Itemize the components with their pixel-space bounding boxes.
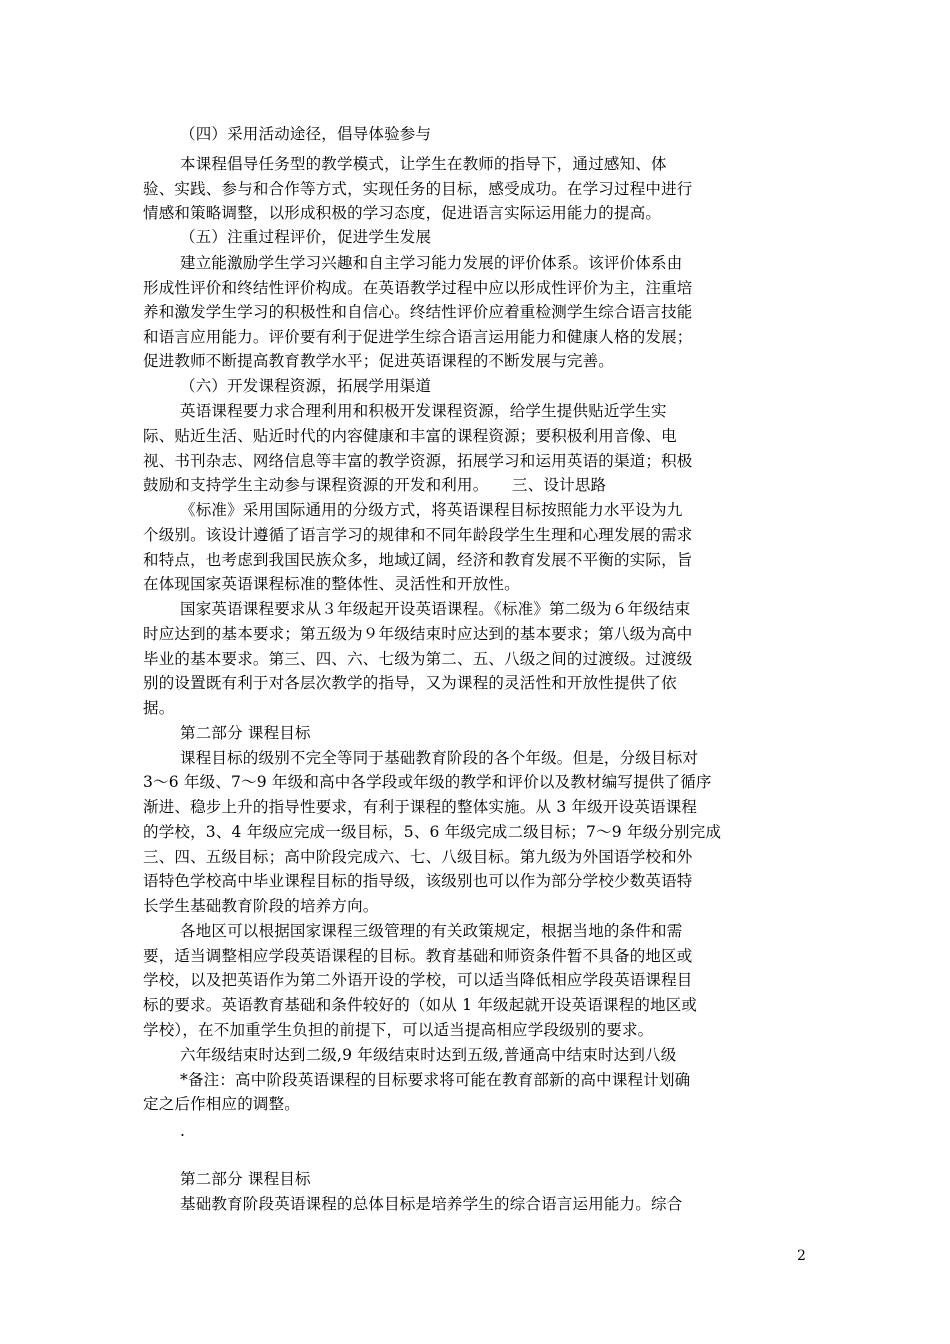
- paragraph-line: 各地区可以根据国家课程三级管理的有关政策规定，根据当地的条件和需: [180, 922, 683, 940]
- paragraph-line: 3～6 年级、7～9 年级和高中各学段或年级的教学和评价以及教材编写提供了循序: [143, 773, 712, 791]
- page-number: 2: [797, 1248, 806, 1264]
- paragraph-line: 基础教育阶段英语课程的总体目标是培养学生的综合语言运用能力。综合: [180, 1195, 683, 1213]
- part-heading: 第二部分 课程目标: [180, 724, 311, 742]
- paragraph-line: 情感和策略调整，以形成积极的学习态度，促进语言实际运用能力的提高。: [143, 204, 662, 222]
- paragraph-line: 和特点，也考虑到我国民族众多，地域辽阔，经济和教育发展不平衡的实际，旨: [143, 551, 693, 569]
- separator-dot: .: [180, 1122, 186, 1140]
- paragraph-line: 和语言应用能力。评价要有利于促进学生综合语言运用能力和健康人格的发展；: [143, 328, 693, 346]
- paragraph-line: 本课程倡导任务型的教学模式，让学生在教师的指导下，通过感知、体: [180, 155, 667, 173]
- paragraph-line: 验、实践、参与和合作等方式，实现任务的目标，感受成功。在学习过程中进行: [143, 180, 693, 198]
- paragraph-line: 视、书刊杂志、网络信息等丰富的教学资源，拓展学习和运用英语的渠道；积极: [143, 452, 693, 470]
- paragraph-line: 的学校，3、4 年级应完成一级目标，5、6 年级完成二级目标；7～9 年级分别完成: [143, 823, 722, 841]
- paragraph-line: 标的要求。英语教育基础和条件较好的（如从 1 年级起就开设英语课程的地区或: [143, 996, 698, 1014]
- note-line: 定之后作相应的调整。: [143, 1095, 301, 1113]
- section-heading-6: （六）开发课程资源，拓展学用渠道: [180, 377, 432, 395]
- paragraph-line: 养和激发学生学习的积极性和自信心。终结性评价应着重检测学生综合语言技能: [143, 303, 693, 321]
- paragraph-line: 在体现国家英语课程标准的整体性、灵活性和开放性。: [143, 575, 520, 593]
- paragraph-line: 别的设置既有利于对各层次教学的指导，又为课程的灵活性和开放性提供了依: [143, 674, 677, 692]
- paragraph-line: 据。: [143, 699, 175, 717]
- part-heading: 第二部分 课程目标: [180, 1170, 311, 1188]
- paragraph-line: 鼓励和支持学生主动参与课程资源的开发和利用。 三、设计思路: [143, 476, 607, 494]
- paragraph-line: 渐进、稳步上升的指导性要求，有利于课程的整体实施。从 3 年级开设英语课程: [143, 798, 698, 816]
- paragraph-line: 建立能激励学生学习兴趣和自主学习能力发展的评价体系。该评价体系由: [180, 254, 683, 272]
- paragraph-line: 长学生基础教育阶段的培养方向。: [143, 897, 379, 915]
- paragraph-line: 毕业的基本要求。第三、四、六、七级为第二、五、八级之间的过渡级。过渡级: [143, 650, 693, 668]
- paragraph-line: 促进教师不断提高教育教学水平；促进英语课程的不断发展与完善。: [143, 352, 615, 370]
- paragraph-line: 六年级结束时达到二级,9 年级结束时达到五级,普通高中结束时达到八级: [180, 1046, 677, 1064]
- paragraph-line: 三、四、五级目标；高中阶段完成六、七、八级目标。第九级为外国语学校和外: [143, 848, 693, 866]
- note-line: *备注：高中阶段英语课程的目标要求将可能在教育部新的高中课程计划确: [180, 1071, 691, 1089]
- paragraph-line: 课程目标的级别不完全等同于基础教育阶段的各个年级。但是，分级目标对: [180, 749, 699, 767]
- section-heading-4: （四）采用活动途径，倡导体验参与: [180, 125, 432, 143]
- paragraph-line: 《标准》采用国际通用的分级方式，将英语课程目标按照能力水平设为九: [180, 501, 683, 519]
- paragraph-line: 时应达到的基本要求；第五级为９年级结束时应达到的基本要求；第八级为高中: [143, 625, 693, 643]
- paragraph-line: 形成性评价和终结性评价构成。在英语教学过程中应以形成性评价为主，注重培: [143, 279, 693, 297]
- paragraph-line: 要，适当调整相应学段英语课程的目标。教育基础和师资条件暂不具备的地区或: [143, 947, 693, 965]
- paragraph-line: 个级别。该设计遵循了语言学习的规律和不同年龄段学生生理和心理发展的需求: [143, 526, 693, 544]
- paragraph-line: 际、贴近生活、贴近时代的内容健康和丰富的课程资源；要积极利用音像、电: [143, 427, 677, 445]
- paragraph-line: 语特色学校高中毕业课程目标的指导级，该级别也可以作为部分学校少数英语特: [143, 872, 693, 890]
- paragraph-line: 国家英语课程要求从３年级起开设英语课程。《标准》第二级为６年级结束: [180, 600, 691, 618]
- section-heading-5: （五）注重过程评价，促进学生发展: [180, 228, 432, 246]
- paragraph-line: 学校），在不加重学生负担的前提下，可以适当提高相应学段级别的要求。: [143, 1021, 654, 1039]
- paragraph-line: 学校，以及把英语作为第二外语开设的学校，可以适当降低相应学段英语课程目: [143, 971, 693, 989]
- paragraph-line: 英语课程要力求合理利用和积极开发课程资源，给学生提供贴近学生实: [180, 402, 667, 420]
